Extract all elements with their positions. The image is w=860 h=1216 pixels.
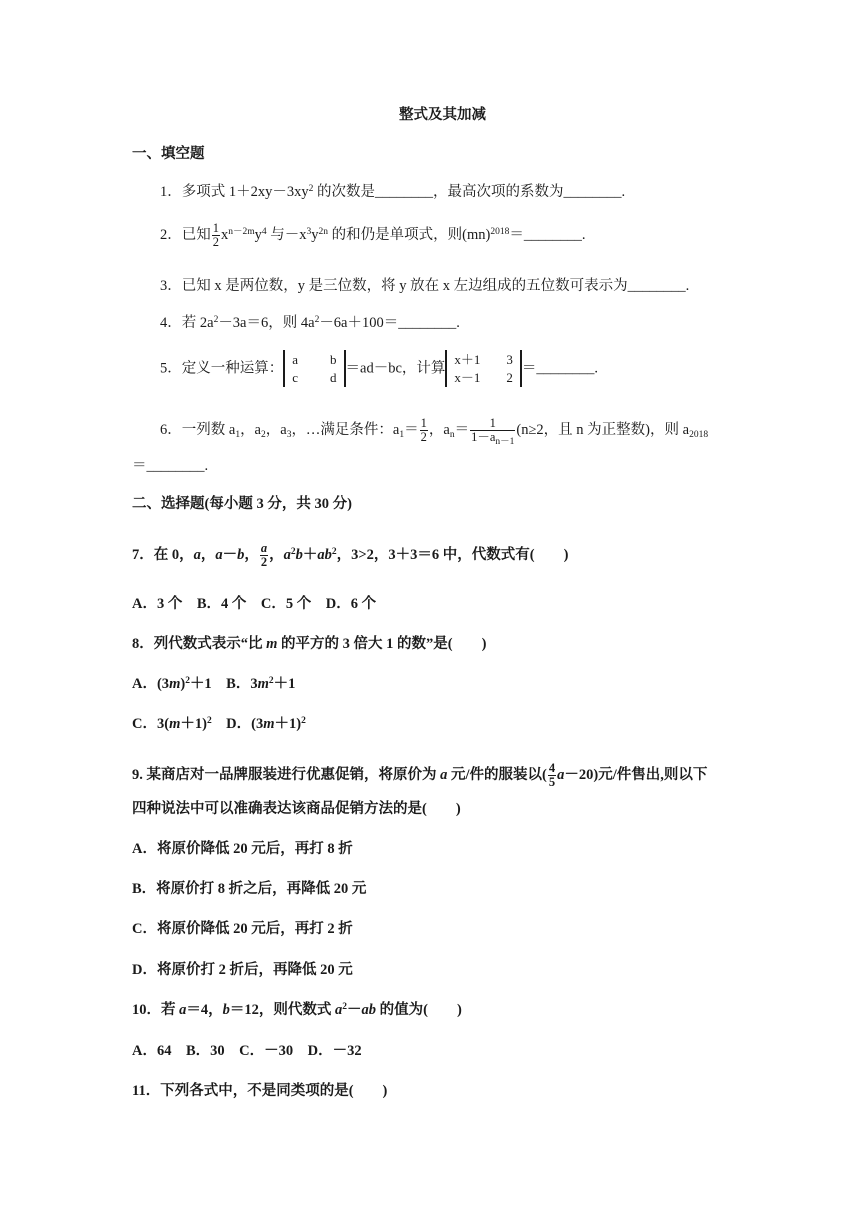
question-6: 6．一列数 $a_1$，$a_2$，$a_3$，…满足条件：$a_1=$ $\frac{1}{2}$ ，$a_n=$ $\frac{1}{1-a_{n-1}}$ (n≥2，且 n 为正整数)，则 $a_{2018}$ [160,416,709,448]
question-11: 11．下列各式中，不是同类项的是( ) [132,1083,388,1099]
question-7: 7．在 0，a，a－b， $\frac{a}{2}$ ，$a^2b+ab^2$，3>2，3＋3＝6 中，代数式有( ) [132,541,569,570]
question-5: 5．定义一种运算： a b c d ＝ad－bc，计算 x＋1 3 x－1 2 ＝________. [160,350,598,387]
determinant-abcd: a b c d [283,350,345,387]
question-1: 1．多项式 $1+2xy-3xy^2$ 的次数是________，最高次项的系数为________. [160,184,626,200]
question-9-option-c: C．将原价降低 20 元后，再打 2 折 [132,921,353,937]
question-9-line2: 四种说法中可以准确表达该商品促销方法的是( ) [132,801,461,817]
fraction-four-fifths: $\frac{4}{5}$ [548,761,556,790]
question-9-option-a: A．将原价降低 20 元后，再打 8 折 [132,841,353,857]
question-10: 10．若 a＝4，b＝12，则代数式 $a^2-ab$ 的值为( ) [132,1002,462,1018]
question-6-line2: ＝________. [132,458,209,474]
fraction-half: $\frac{1}{2}$ [420,416,427,445]
question-9-option-d: D．将原价打 2 折后，再降低 20 元 [132,962,353,978]
fraction-a-over-2: $\frac{a}{2}$ [260,541,268,570]
question-2: 2．已知 $\frac{1}{2}$ $x^{n-2m}y^4$ 与$-x^3y^{2n}$ 的和仍是单项式，则(mn)$^{2018}$＝________. [160,221,586,250]
question-7-options: A．3 个 B．4 个 C．5 个 D．6 个 [132,596,377,612]
determinant-x: x＋1 3 x－1 2 [445,350,522,387]
fraction-half: $\frac{1}{2}$ [212,221,219,250]
question-9-option-b: B．将原价打 8 折之后，再降低 20 元 [132,881,367,897]
question-4: 4．若 $2a^2-3a=6$，则 $4a^2-6a+100=\_\_\_\_\_\_\_\_$. [160,315,460,331]
question-9: 9. 某商店对一品牌服装进行优惠促销，将原价为 a 元/件的服装以( $\frac{4}{5}$ a－20)元/件售出,则以下 [132,761,708,790]
section-heading-multiple-choice: 二、选择题(每小题 3 分，共 30 分) [132,496,352,512]
page-title: 整式及其加减 [399,107,486,123]
question-3: 3．已知 x 是两位数，y 是三位数，将 y 放在 x 左边组成的五位数可表示为________. [160,278,690,294]
question-8: 8．列代数式表示“比 m 的平方的 3 倍大 1 的数”是( ) [132,636,487,652]
question-10-options: A．64 B．30 C．－30 D．－32 [132,1043,362,1059]
fraction-recurrence: $\frac{1}{1-a_{n-1}}$ [471,416,515,448]
question-8-options-ab: A．$(3m)^2+1$ B．$3m^2+1$ [132,676,296,692]
question-8-options-cd: C．$3(m+1)^2$ D．$(3m+1)^2$ [132,716,306,732]
section-heading-fill-blank: 一、填空题 [132,146,205,162]
